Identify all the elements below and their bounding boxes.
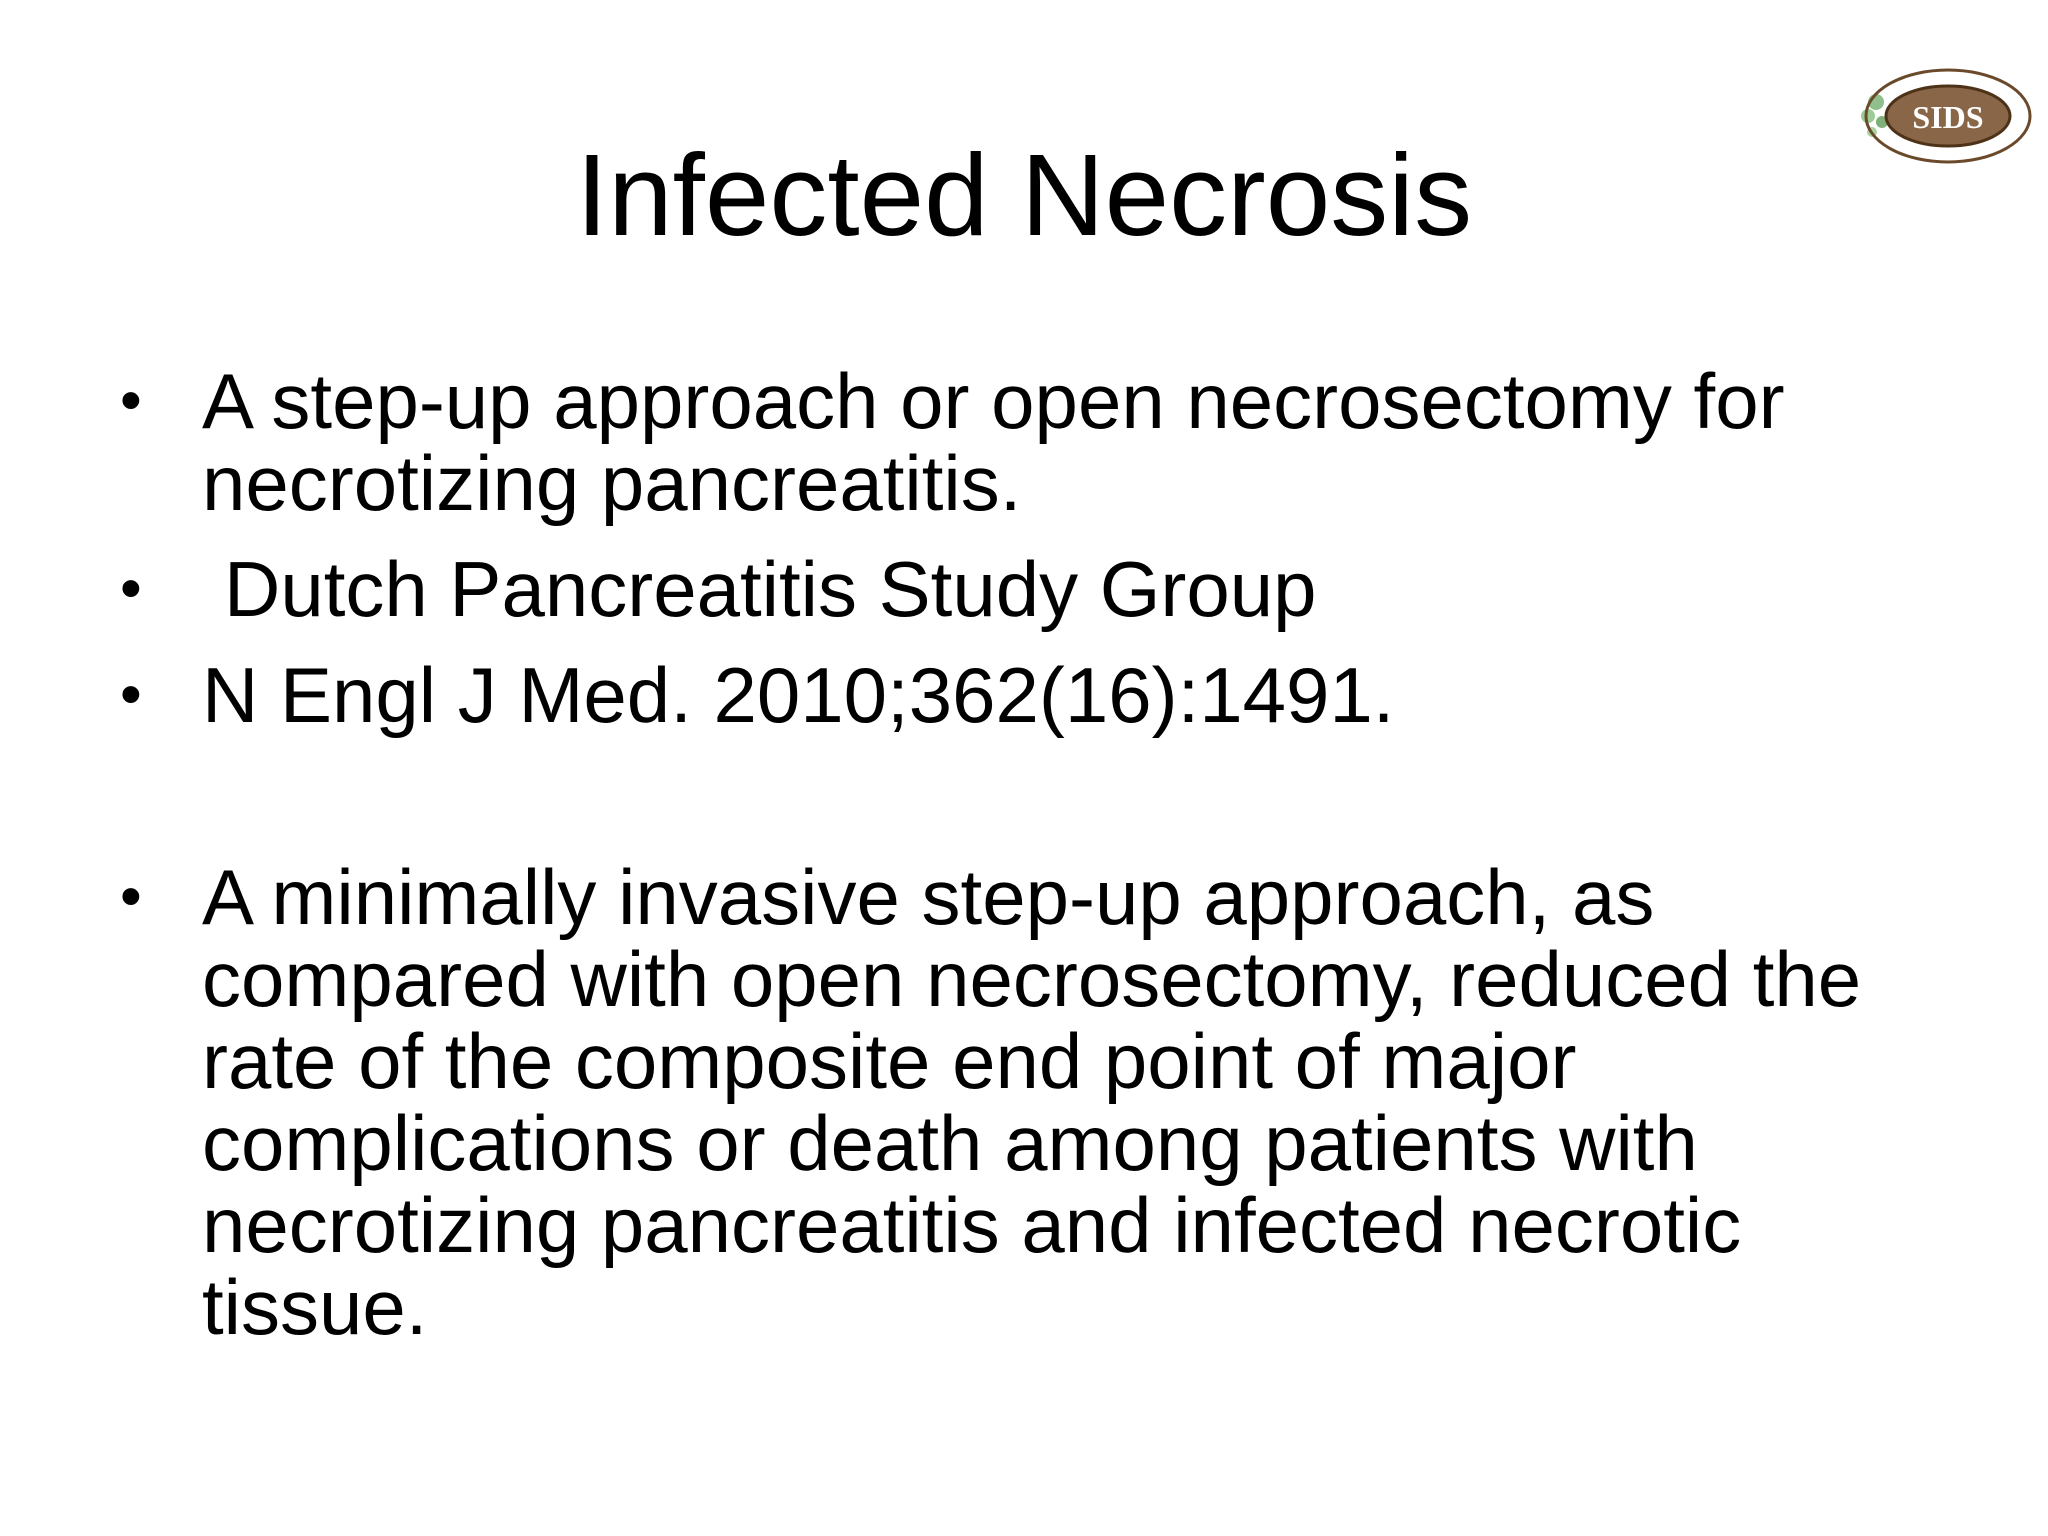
bullet-item [120,545,1980,633]
bullet-text: Dutch Pancreatitis Study Group [224,545,1317,633]
bullet-list [120,357,1980,1372]
logo-text: SIDS [1912,99,1984,135]
slide-title: Infected Necrosis [575,130,1473,260]
bullet-text: N Engl J Med. 2010;362(16):1491. [202,651,1395,739]
bullet-item [120,651,1980,739]
bullet-glyph: • [120,660,142,729]
bullet-glyph: • [120,554,142,623]
bullet-text: A minimally invasive step-up approach, as compared with open necrosectomy, reduced the rate of the composite end point of major complications or death among patients with necrotizing pancreatitis and infected necrotic tissue. [202,853,1862,1351]
bullet-item [120,853,1980,1351]
bullet-glyph: • [120,862,142,931]
bullet-text: A step-up approach or open necrosectomy for necrotizing pancreatitis. [202,357,1785,527]
bullet-glyph: • [120,366,142,435]
bullet-item [120,357,1980,527]
